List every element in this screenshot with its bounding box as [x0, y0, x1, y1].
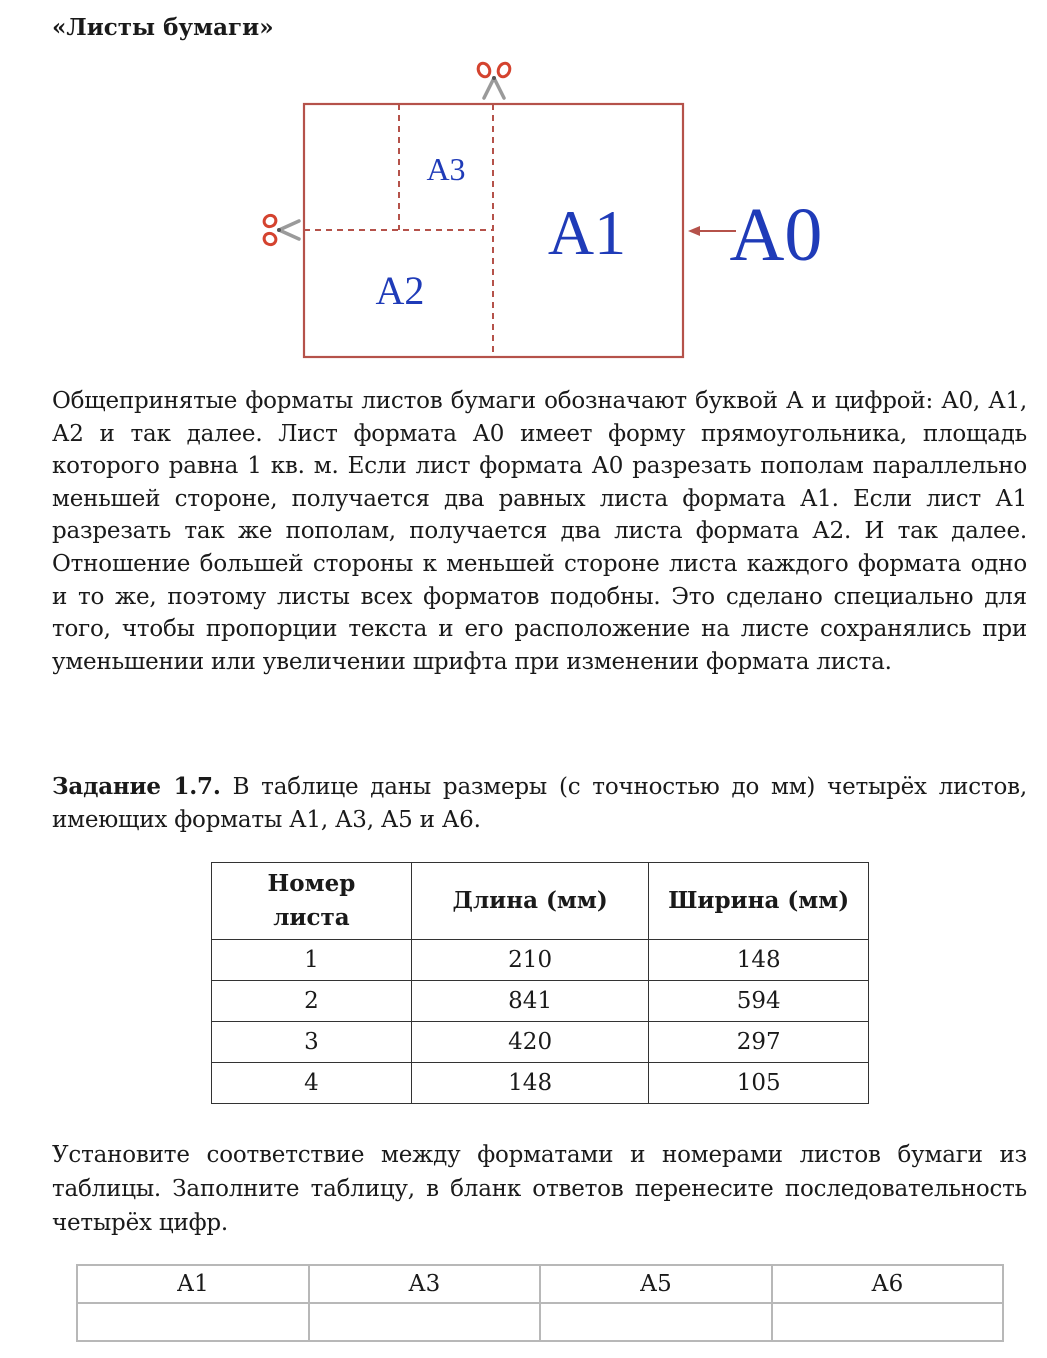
label-a1: A1: [547, 197, 627, 268]
answer-table: [76, 1264, 1004, 1342]
task-label: Задание 1.7.: [52, 773, 221, 800]
cell-width: 594: [649, 981, 869, 1022]
cell-length: 841: [411, 981, 648, 1022]
paper-formats-diagram: [0, 0, 1047, 380]
table-header-row: [212, 863, 869, 940]
answer-header-row: [77, 1265, 1003, 1303]
cell-number: 4: [212, 1063, 412, 1104]
answer-header-a3: А3: [309, 1265, 541, 1303]
cell-length: 420: [411, 1022, 648, 1063]
answer-cell-a5[interactable]: [540, 1303, 772, 1341]
header-length: Длина (мм): [411, 863, 648, 940]
label-a3: A3: [426, 151, 466, 187]
answer-header-a1: А1: [77, 1265, 309, 1303]
intro-paragraph: Общепринятые форматы листов бумаги обозначают буквой А и цифрой: А0, А1, А2 и так далее. Лист формата А0 имеет форму прямоугольника, площадь которого равна 1 кв. м. Если лист формата А0 разрезать пополам параллельно меньшей стороне, получается два равных листа формата А1. Если лист А1 разрезать так же пополам, получается два листа формата А2. И так далее. Отношение большей стороны к меньшей стороне листа каждого формата одно и то же, поэтому листы всех форматов подобны. Это сделано специально для того, чтобы пропорции текста и его расположение на листе сохранялись при уменьшении или увеличении шрифта при изменении формата листа.: [52, 388, 1027, 675]
task-text: В таблице даны размеры (с точностью до мм) четырёх листов, имеющих форматы А1, А3, А5 и А6.: [52, 774, 1027, 833]
answer-header-a5: А5: [540, 1265, 772, 1303]
sizes-table: [211, 862, 869, 1104]
task-paragraph: [52, 771, 1027, 836]
label-a2: A2: [375, 268, 425, 313]
instruction-paragraph: Установите соответствие между форматами и номерами листов бумаги из таблицы. Заполните таблицу, в бланк ответов перенесите последовательность четырёх цифр.: [52, 1142, 1027, 1236]
table-row: [212, 1063, 869, 1104]
cell-length: 210: [411, 940, 648, 981]
label-a0: A0: [729, 193, 823, 277]
cell-width: 148: [649, 940, 869, 981]
answer-cell-a1[interactable]: [77, 1303, 309, 1341]
header-width: Ширина (мм): [649, 863, 869, 940]
scissors-icon-left: [262, 213, 299, 247]
cell-number: 3: [212, 1022, 412, 1063]
table-row: [212, 1022, 869, 1063]
answer-input-row: [77, 1303, 1003, 1341]
table-row: [212, 940, 869, 981]
cell-width: 105: [649, 1063, 869, 1104]
scissors-icon-top: [476, 61, 512, 98]
answer-cell-a3[interactable]: [309, 1303, 541, 1341]
header-sheet-number: Номер листа: [212, 863, 412, 940]
table-row: [212, 981, 869, 1022]
cell-number: 2: [212, 981, 412, 1022]
answer-cell-a6[interactable]: [772, 1303, 1004, 1341]
cell-width: 297: [649, 1022, 869, 1063]
answer-header-a6: А6: [772, 1265, 1004, 1303]
cell-number: 1: [212, 940, 412, 981]
page-title: «Листы бумаги»: [52, 14, 274, 41]
cell-length: 148: [411, 1063, 648, 1104]
